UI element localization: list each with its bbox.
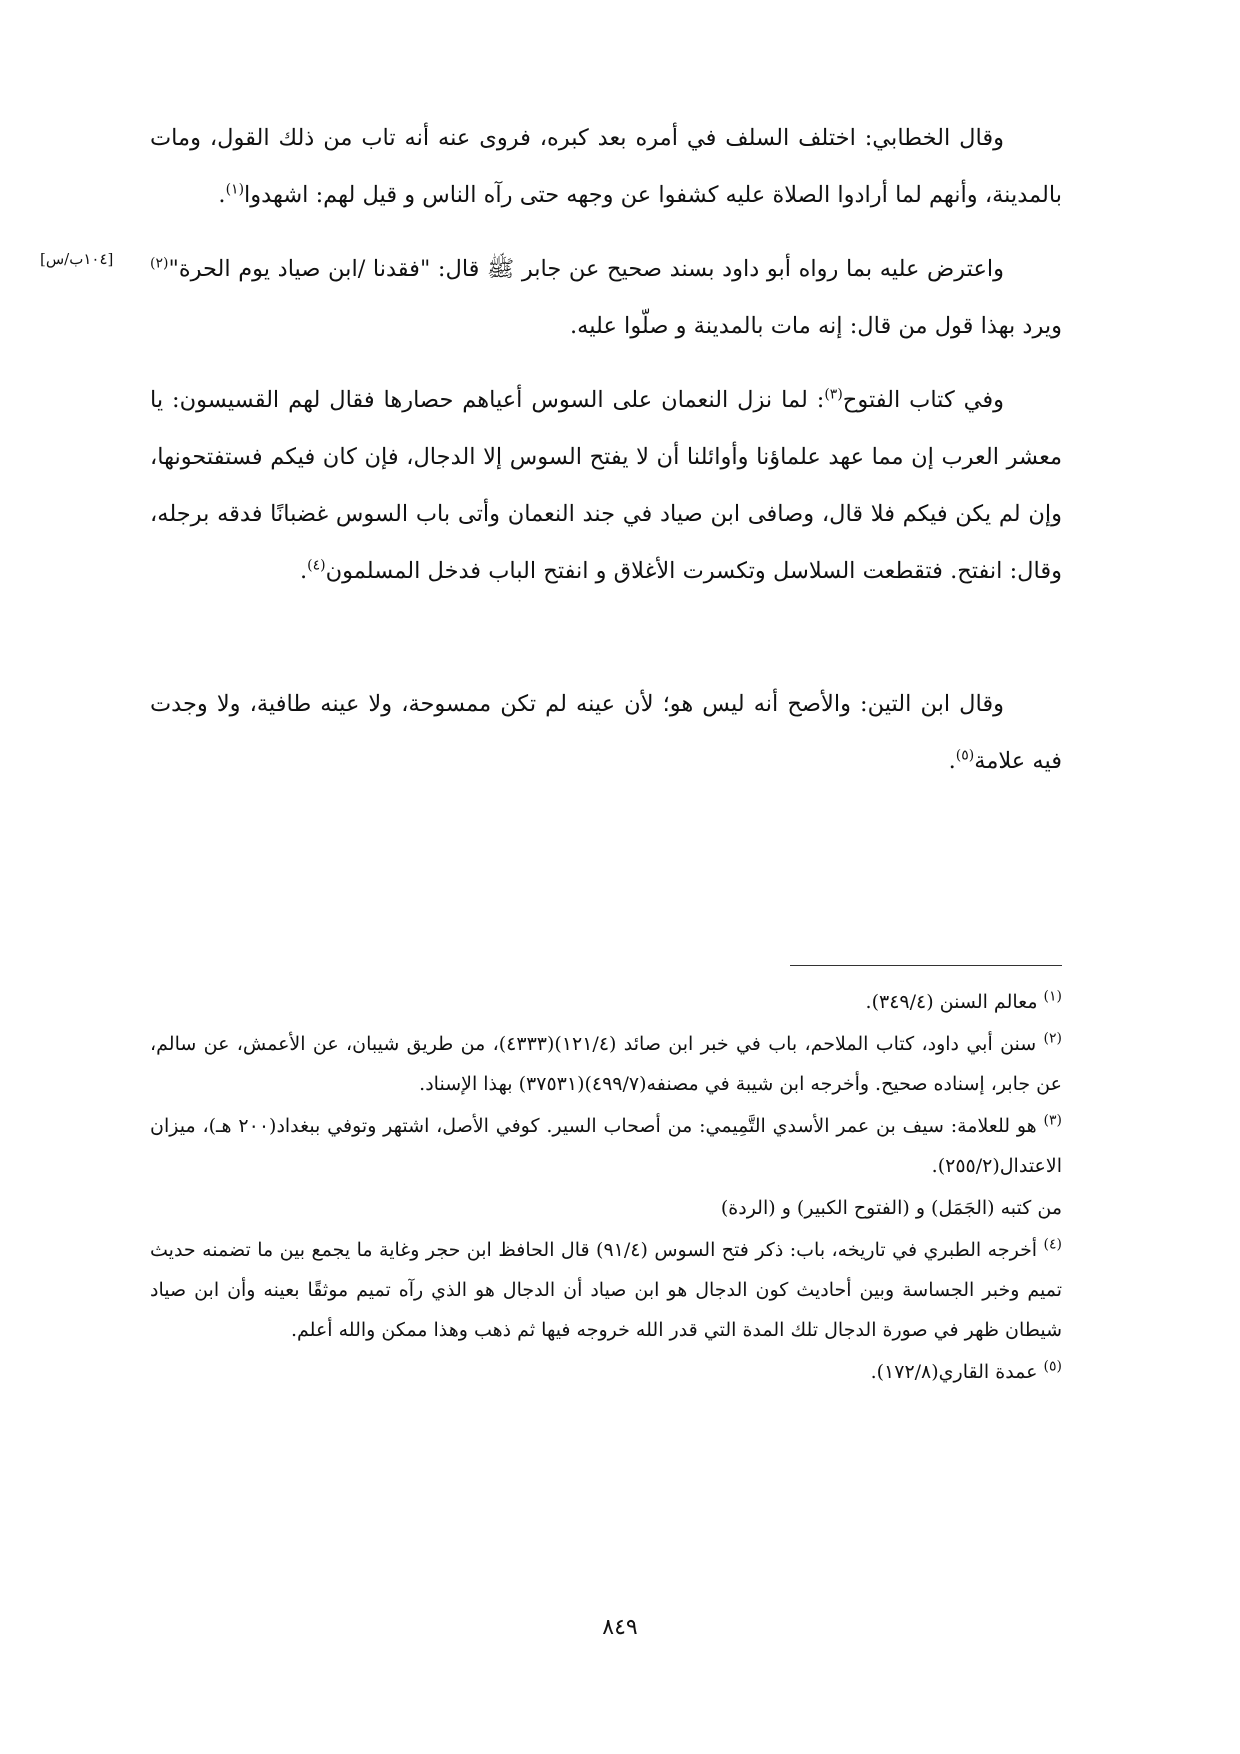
page-number: ٨٤٩ — [602, 1615, 638, 1640]
paragraph-text: وقال ابن التين: والأصح أنه ليس هو؛ لأن عينه لم تكن ممسوحة، ولا عينه طافية، ولا وجدت فيه علامة — [150, 691, 1062, 774]
footnote-number: (١) — [1043, 988, 1062, 1005]
paragraph-text: ويرد بهذا قول من قال: إنه مات بالمدينة و صلّوا عليه. — [570, 313, 1062, 339]
footnote-ref[interactable]: (١) — [225, 181, 245, 198]
marginal-note: [١٠٤ب/س] — [40, 250, 114, 268]
paragraph-text: وفي كتاب الفتوح — [842, 387, 1004, 413]
paragraph-text: . — [299, 558, 308, 584]
footnote-2 — [150, 1024, 1062, 1104]
footnote-text: معالم السنن (٣٤٩/٤). — [865, 991, 1044, 1013]
footnote-4 — [150, 1230, 1062, 1350]
footnote-1 — [150, 982, 1062, 1022]
paragraph-jabir — [150, 241, 1062, 355]
footnote-number: (٢) — [1043, 1030, 1062, 1047]
footnote-ref[interactable]: (٥) — [955, 747, 975, 764]
footnote-text: من كتبه (الجَمَل) و (الفتوح الكبير) و (الردة) — [720, 1197, 1062, 1219]
footnote-number: (٣) — [1043, 1112, 1062, 1129]
footnote-text: عمدة القاري(١٧٢/٨). — [870, 1361, 1044, 1383]
paragraph-text: . — [948, 748, 956, 774]
paragraph-text: واعترض عليه بما رواه أبو داود بسند صحيح عن جابر ﷺ قال: "فقدنا /ابن صياد يوم الحرة" — [168, 256, 1004, 282]
footnote-ref[interactable]: (٤) — [307, 557, 326, 574]
footnote-number: (٥) — [1043, 1358, 1062, 1375]
footnote-5 — [150, 1352, 1062, 1392]
paragraph-text: : لما نزل النعمان على السوس أعياهم حصارها فقال لهم القسيسون: يا معشر العرب إن مما عهد علماؤنا وأوائلنا أن لا يفتح السوس إلا الدجال، فإن كان فيكم فستفتحونها، وإن لم يكن فيكم فلا قال، وصافى ابن صياد في جند النعمان وأتى باب السوس غضبانًا فدقه برجله، وقال: انفتح. فتقطعت السلاسل وتكسرت الأغلاق و انفتح الباب فدخل المسلمون — [150, 387, 1062, 584]
footnote-text: سنن أبي داود، كتاب الملاحم، باب في خبر ابن صائد (١٢١/٤)(٤٣٣٣)، من طريق شيبان، عن الأعمش، عن سالم، عن جابر، إسناده صحيح. وأخرجه ابن شيبة في مصنفه(٤٩٩/٧)(٣٧٥٣١) بهذا الإسناد. — [150, 1033, 1062, 1095]
paragraph-khattabi — [150, 110, 1062, 224]
footnote-text: أخرجه الطبري في تاريخه، باب: ذكر فتح السوس (٩١/٤) قال الحافظ ابن حجر وغاية ما يجمع بين ما تضمنه حديث تميم وخبر الجساسة وبين أحاديث كون الدجال هو ابن صياد أن الدجال هو الذي رآه تميم موثقًا بعينه وأن ابن صياد شيطان ظهر في صورة الدجال تلك المدة التي قدر الله خروجه فيها ثم ذهب وهذا ممكن والله أعلم. — [150, 1239, 1062, 1341]
paragraph-text: وقال الخطابي: اختلف السلف في أمره بعد كبره، فروى عنه أنه تاب من ذلك القول، ومات بالمدينة، وأنهم لما أرادوا الصلاة عليه كشفوا عن وجهه حتى رآه الناس و قيل لهم: اشهدوا — [150, 125, 1062, 208]
footnote-separator — [790, 965, 1062, 966]
footnotes — [150, 980, 1062, 1392]
footnote-ref[interactable]: (٣) — [824, 386, 843, 403]
footnote-text: هو للعلامة: سيف بن عمر الأسدي التَّمِيمي: من أصحاب السير. كوفي الأصل، اشتهر وتوفي ببغداد(٢٠٠ هـ)، ميزان الاعتدال(٢٥٥/٢). — [150, 1115, 1062, 1177]
footnote-3-continued — [150, 1188, 1062, 1228]
footnote-number: (٤) — [1043, 1236, 1062, 1253]
paragraph-ibn-tin — [150, 676, 1062, 790]
footnote-ref[interactable]: (٢) — [150, 255, 169, 272]
footnote-3 — [150, 1106, 1062, 1186]
paragraph-text: . — [218, 182, 226, 208]
paragraph-futuh — [150, 372, 1062, 600]
